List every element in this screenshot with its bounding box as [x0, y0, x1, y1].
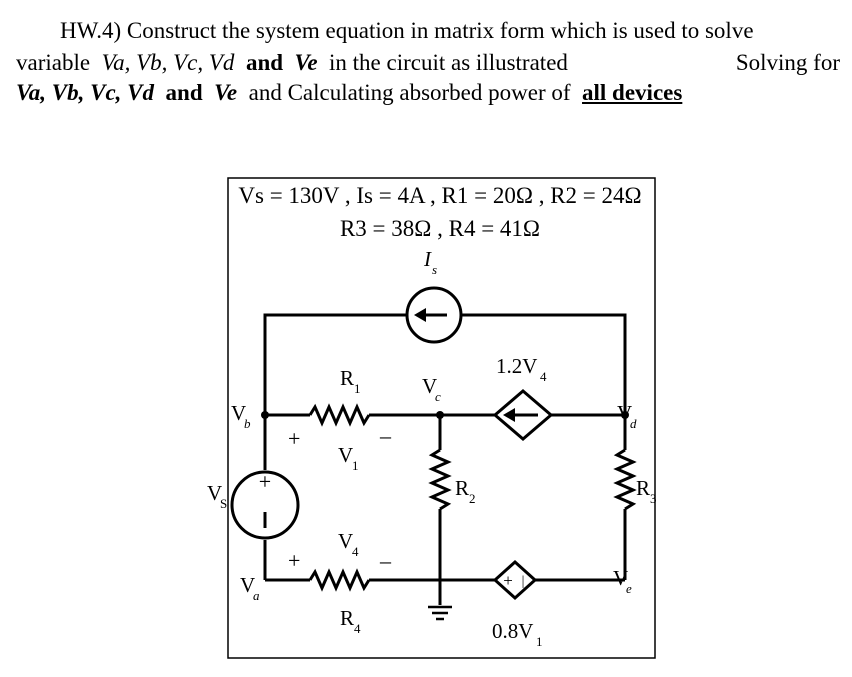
problem-text: and — [245, 50, 284, 75]
node-label-vd-sub: d — [630, 416, 637, 431]
variable-ve: Ve — [214, 80, 238, 105]
plus-icon: + — [503, 571, 513, 590]
v4-subscript: 4 — [352, 544, 359, 559]
problem-text: Solving for — [735, 50, 840, 75]
node-label-va: V — [240, 573, 256, 597]
wires — [265, 315, 633, 605]
v4-label: V — [338, 529, 354, 553]
vs-subscript: S — [220, 496, 228, 511]
node-label-vc-sub: c — [435, 389, 441, 404]
r1-subscript: 1 — [354, 381, 361, 396]
r1-label: R — [340, 366, 355, 390]
v4-minus-icon: – — [380, 548, 391, 573]
node-label-va-sub: a — [253, 588, 260, 603]
node-label-ve: V — [613, 566, 629, 590]
r3-subscript: 3 — [650, 491, 657, 506]
plus-icon: + — [258, 469, 272, 494]
variable-ve: Ve — [294, 50, 318, 75]
node-dot — [436, 411, 444, 419]
node-label-vb-sub: b — [244, 416, 251, 431]
node-label-vb: V — [231, 401, 247, 425]
is-subscript: s — [432, 262, 438, 277]
emphasis-text: all devices — [582, 80, 683, 105]
vs-label: V — [207, 481, 223, 505]
dep-voltage-label: 0.8V — [492, 619, 534, 643]
variable-list: Va, Vb, Vc, Vd — [101, 50, 235, 75]
node-label-ve-sub: e — [626, 581, 632, 596]
given-values-line-2: R3 = 38Ω , R4 = 41Ω — [339, 216, 541, 241]
r3-label: R — [636, 476, 651, 500]
node-dot — [261, 411, 269, 419]
r2-label: R — [455, 476, 470, 500]
problem-text: variable — [16, 50, 91, 75]
dep-current-label: 1.2V — [496, 354, 538, 378]
node-label-vd: V — [617, 401, 633, 425]
dependent-voltage-source — [495, 562, 535, 598]
problem-text: in the circuit as illustrated — [329, 50, 568, 75]
dep-voltage-subscript: 1 — [536, 634, 543, 649]
v1-plus-icon: + — [288, 426, 301, 451]
v1-label: V — [338, 443, 354, 467]
dep-current-subscript: 4 — [540, 369, 547, 384]
problem-text: and Calculating absorbed power of — [248, 80, 571, 105]
is-label: I — [424, 247, 431, 271]
r4-label: R — [340, 606, 355, 630]
problem-text: HW.4) Construct the system equation in matrix form which is used to solve — [60, 18, 754, 43]
r4-subscript: 4 — [354, 621, 361, 636]
v1-minus-icon: – — [380, 423, 391, 448]
given-values-line-1: Vs = 130V , Is = 4A , R1 = 20Ω , R2 = 24Ω — [238, 183, 642, 208]
v1-subscript: 1 — [352, 458, 359, 473]
variable-list: Va, Vb, Vc, Vd — [16, 80, 155, 105]
v4-plus-icon: + — [288, 548, 301, 573]
problem-text: and — [165, 80, 203, 105]
node-label-vc: V — [422, 374, 438, 398]
minus-icon: | — [521, 574, 525, 589]
r2-subscript: 2 — [469, 491, 476, 506]
ground-symbol — [428, 607, 452, 619]
